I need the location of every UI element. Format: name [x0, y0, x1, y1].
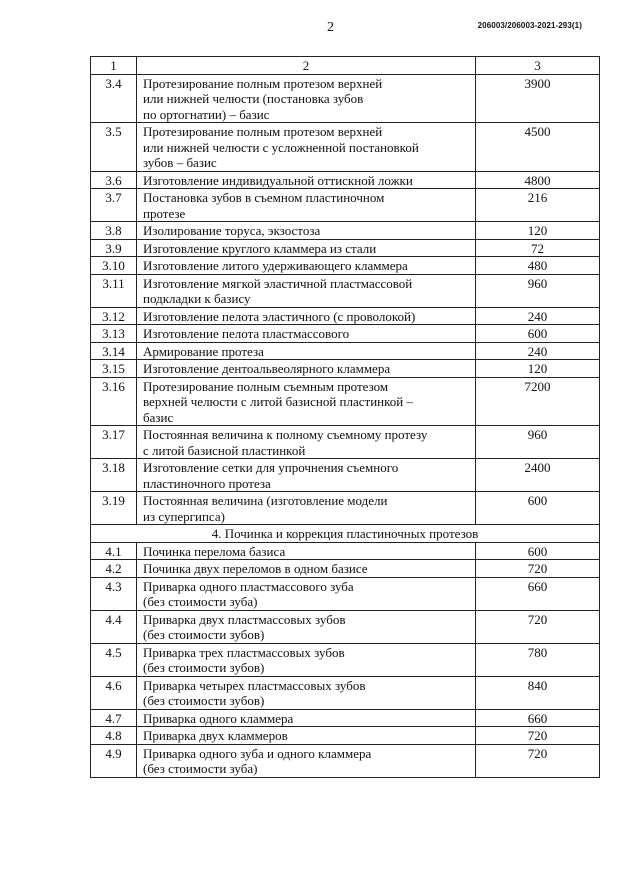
section-heading: 4. Починка и коррекция пластиночных протезов: [91, 525, 600, 543]
table-row: [91, 492, 600, 525]
table-row: [91, 325, 600, 343]
table-row: [91, 239, 600, 257]
table-row: [91, 643, 600, 676]
item-name: Приварка трех пластмассовых зубов (без стоимости зубов): [137, 643, 476, 676]
item-name: Приварка одного пластмассового зуба (без стоимости зуба): [137, 577, 476, 610]
price-table: [90, 56, 600, 778]
item-name: Приварка одного кламмера: [137, 709, 476, 727]
item-name: Протезирование полным съемным протезом верхней челюсти с литой базисной пластинкой – базис: [137, 377, 476, 426]
item-price: 660: [476, 577, 600, 610]
item-number: 3.15: [91, 360, 137, 378]
item-number: 4.7: [91, 709, 137, 727]
table-row: [91, 377, 600, 426]
item-number: 3.14: [91, 342, 137, 360]
item-name: Приварка двух кламмеров: [137, 727, 476, 745]
table-row: [91, 610, 600, 643]
table-row: [91, 426, 600, 459]
page-number: 2: [327, 20, 334, 35]
item-number: 3.16: [91, 377, 137, 426]
item-price: 72: [476, 239, 600, 257]
item-price: 120: [476, 222, 600, 240]
item-number: 4.8: [91, 727, 137, 745]
table-row: [91, 123, 600, 172]
table-row: [91, 257, 600, 275]
item-number: 3.8: [91, 222, 137, 240]
item-price: 600: [476, 492, 600, 525]
item-name: Починка двух переломов в одном базисе: [137, 560, 476, 578]
item-price: 600: [476, 325, 600, 343]
item-number: 3.5: [91, 123, 137, 172]
item-name: Изготовление круглого кламмера из стали: [137, 239, 476, 257]
table-row: [91, 459, 600, 492]
table-row: [91, 727, 600, 745]
document-id: 206003/206003-2021-293(1): [477, 21, 582, 30]
item-number: 3.4: [91, 74, 137, 123]
item-number: 3.9: [91, 239, 137, 257]
item-price: 720: [476, 560, 600, 578]
table-row: [91, 307, 600, 325]
item-price: 480: [476, 257, 600, 275]
table-row: [91, 709, 600, 727]
item-name: Изготовление мягкой эластичной пластмассовой подкладки к базису: [137, 274, 476, 307]
item-number: 3.18: [91, 459, 137, 492]
item-number: 4.2: [91, 560, 137, 578]
item-name: Постоянная величина к полному съемному протезу с литой базисной пластинкой: [137, 426, 476, 459]
item-price: 4500: [476, 123, 600, 172]
item-number: 4.1: [91, 542, 137, 560]
item-number: 3.13: [91, 325, 137, 343]
column-header-2: 2: [137, 57, 476, 75]
item-price: 7200: [476, 377, 600, 426]
item-number: 3.19: [91, 492, 137, 525]
item-price: 3900: [476, 74, 600, 123]
item-price: 120: [476, 360, 600, 378]
table-row: [91, 222, 600, 240]
item-name: Приварка двух пластмассовых зубов (без стоимости зубов): [137, 610, 476, 643]
item-number: 3.17: [91, 426, 137, 459]
item-number: 3.11: [91, 274, 137, 307]
section-heading-row: [91, 525, 600, 543]
table-header-row: [91, 57, 600, 75]
item-number: 4.3: [91, 577, 137, 610]
item-number: 4.6: [91, 676, 137, 709]
item-price: 960: [476, 274, 600, 307]
item-name: Протезирование полным протезом верхней или нижней челюсти с усложненной постановкой зубов – базис: [137, 123, 476, 172]
item-name: Приварка одного зуба и одного кламмера (без стоимости зуба): [137, 744, 476, 777]
item-number: 4.5: [91, 643, 137, 676]
item-number: 3.12: [91, 307, 137, 325]
item-price: 4800: [476, 171, 600, 189]
table-row: [91, 360, 600, 378]
item-name: Изготовление дентоальвеолярного кламмера: [137, 360, 476, 378]
item-name: Приварка четырех пластмассовых зубов (без стоимости зубов): [137, 676, 476, 709]
price-table-body: [91, 57, 600, 778]
item-number: 4.4: [91, 610, 137, 643]
item-name: Изготовление литого удерживающего кламмера: [137, 257, 476, 275]
table-row: [91, 676, 600, 709]
item-price: 780: [476, 643, 600, 676]
item-name: Изготовление пелота эластичного (с проволокой): [137, 307, 476, 325]
item-number: 4.9: [91, 744, 137, 777]
item-price: 720: [476, 610, 600, 643]
item-number: 3.7: [91, 189, 137, 222]
table-row: [91, 342, 600, 360]
table-row: [91, 560, 600, 578]
item-price: 600: [476, 542, 600, 560]
item-price: 960: [476, 426, 600, 459]
table-row: [91, 577, 600, 610]
table-row: [91, 74, 600, 123]
item-name: Постоянная величина (изготовление модели из супергипса): [137, 492, 476, 525]
item-price: 2400: [476, 459, 600, 492]
item-name: Протезирование полным протезом верхней или нижней челюсти (постановка зубов по ортогнатии) – базис: [137, 74, 476, 123]
item-name: Армирование протеза: [137, 342, 476, 360]
column-header-3: 3: [476, 57, 600, 75]
table-row: [91, 542, 600, 560]
item-name: Постановка зубов в съемном пластиночном протезе: [137, 189, 476, 222]
table-row: [91, 171, 600, 189]
item-name: Изготовление индивидуальной оттискной ложки: [137, 171, 476, 189]
table-row: [91, 744, 600, 777]
item-name: Изготовление пелота пластмассового: [137, 325, 476, 343]
table-row: [91, 274, 600, 307]
item-name: Починка перелома базиса: [137, 542, 476, 560]
column-header-1: 1: [91, 57, 137, 75]
item-price: 216: [476, 189, 600, 222]
item-name: Изготовление сетки для упрочнения съемного пластиночного протеза: [137, 459, 476, 492]
item-price: 720: [476, 744, 600, 777]
item-price: 660: [476, 709, 600, 727]
item-number: 3.10: [91, 257, 137, 275]
item-number: 3.6: [91, 171, 137, 189]
item-price: 240: [476, 342, 600, 360]
item-price: 840: [476, 676, 600, 709]
item-price: 240: [476, 307, 600, 325]
item-name: Изолирование торуса, экзостоза: [137, 222, 476, 240]
table-row: [91, 189, 600, 222]
item-price: 720: [476, 727, 600, 745]
